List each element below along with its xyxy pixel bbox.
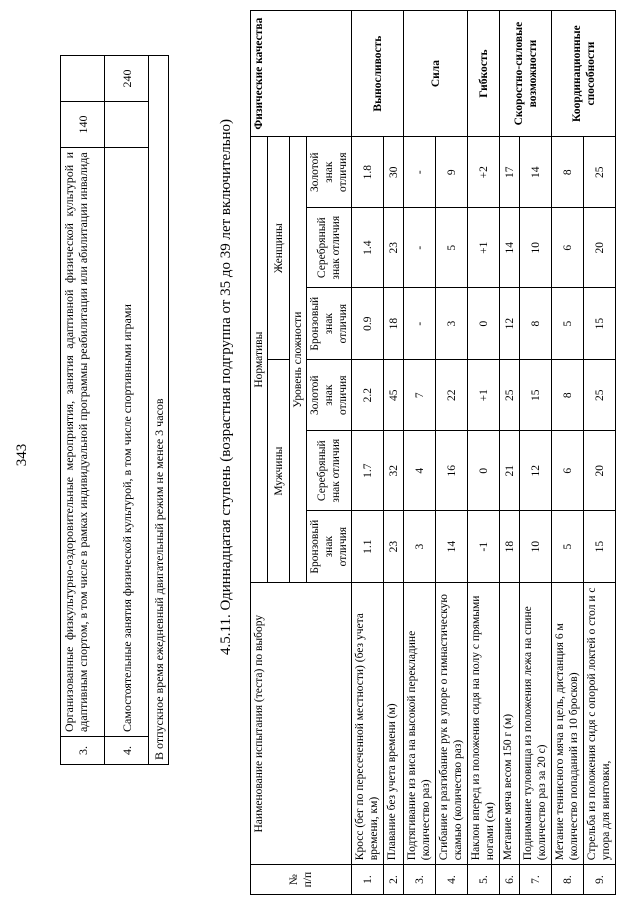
norms-table [250,10,616,895]
women-bronze: 0.9 [352,288,384,360]
women-silver: 10 [520,208,552,288]
women-silver: - [404,208,436,288]
men-silver: 4 [404,431,436,511]
quality-strength: Сила [404,11,468,137]
women-bronze: 12 [500,288,520,360]
women-silver: 6 [552,208,584,288]
men-silver: 6 [552,431,584,511]
men-bronze: 18 [500,511,520,583]
header-norms: Нормативы [251,137,268,583]
row-number: 4. [436,865,468,895]
men-gold: 22 [436,360,468,431]
row-value: 240 [105,56,149,102]
women-bronze: 18 [384,288,404,360]
men-silver: 1.7 [352,431,384,511]
table-row [584,11,616,895]
row-empty-cell [61,56,105,102]
test-name: Наклон вперед из положения сидя на полу с прямыми ногами (см) [468,583,500,865]
test-name: Метание мяча весом 150 г (м) [500,583,520,865]
women-gold: 30 [384,137,404,208]
table-row [105,56,149,765]
table-row [552,11,584,895]
footer-note: В отпускное время ежедневный двигательный режим не менее 3 часов [149,56,169,765]
men-silver: 32 [384,431,404,511]
men-gold: 7 [404,360,436,431]
men-gold: 45 [384,360,404,431]
men-silver: 0 [468,431,500,511]
row-number: 5. [468,865,500,895]
header-qualities: Физические качества [251,11,352,137]
table-row [149,56,169,765]
women-gold: 8 [552,137,584,208]
header-difficulty: Уровень сложности [290,137,307,583]
women-silver: 23 [384,208,404,288]
table-row [352,11,384,895]
row-number: 3. [404,865,436,895]
test-name: Поднимание туловища из положения лежа на спине (количество раз за 20 с) [520,583,552,865]
header-gold: Золотой знак отличия [307,360,352,431]
row-number: 1. [352,865,384,895]
test-name: Кросс (бег по пересеченной местности) (без учета времени, км) [352,583,384,865]
header-gold: Золотой знак отличия [307,137,352,208]
men-bronze: 5 [552,511,584,583]
section-title: 4.5.11. Одиннадцатая ступень (возрастная подгруппа от 35 до 39 лет включительно) [218,118,234,655]
men-bronze: 15 [584,511,616,583]
men-bronze: 3 [404,511,436,583]
header-row [251,11,268,895]
women-bronze: 5 [552,288,584,360]
row-number: 4. [105,737,149,765]
table-row [61,56,105,765]
page-number: 343 [14,443,30,467]
men-bronze: 23 [384,511,404,583]
men-silver: 16 [436,431,468,511]
test-name: Стрельба из положения сидя с опорой локтей о стол и с упора для винтовки, [584,583,616,865]
men-silver: 21 [500,431,520,511]
row-number: 6. [500,865,520,895]
women-bronze: 8 [520,288,552,360]
row-number: 8. [552,865,584,895]
men-gold: +1 [468,360,500,431]
women-gold: +2 [468,137,500,208]
test-name: Метание теннисного мяча в цель, дистанция 6 м (количество попаданий из 10 бросков) [552,583,584,865]
table-row [500,11,520,895]
row-number: 9. [584,865,616,895]
women-gold: 17 [500,137,520,208]
test-name: Сгибание и разгибание рук в упоре о гимнастическую скамью (количество раз) [436,583,468,865]
row-number: 7. [520,865,552,895]
women-silver: +1 [468,208,500,288]
header-women: Женщины [268,137,290,360]
table-row [436,11,468,895]
header-num: № п/п [251,865,352,895]
women-bronze: - [404,288,436,360]
men-bronze: 10 [520,511,552,583]
row-number: 3. [61,737,105,765]
test-name: Плавание без учета времени (м) [384,583,404,865]
men-gold: 25 [584,360,616,431]
women-silver: 5 [436,208,468,288]
header-name: Наименование испытания (теста) по выбору [251,583,352,865]
men-gold: 2.2 [352,360,384,431]
men-bronze: 1.1 [352,511,384,583]
test-name: Подтягивание из виса на высокой перекладине (количество раз) [404,583,436,865]
header-silver: Серебряный знак отличия [307,431,352,511]
men-silver: 20 [584,431,616,511]
quality-flexibility: Гибкость [468,11,500,137]
women-gold: 9 [436,137,468,208]
men-silver: 12 [520,431,552,511]
men-bronze: 14 [436,511,468,583]
activity-table [60,55,169,765]
women-gold: 1.8 [352,137,384,208]
women-gold: - [404,137,436,208]
header-men: Мужчины [268,360,290,583]
table-row [468,11,500,895]
quality-speed-strength: Скоростно-силовые возможности [500,11,552,137]
table-row [404,11,436,895]
quality-endurance: Выносливость [352,11,404,137]
row-empty-cell [105,102,149,148]
header-bronze: Бронзовый знак отличия [307,288,352,360]
men-gold: 15 [520,360,552,431]
women-bronze: 3 [436,288,468,360]
women-bronze: 15 [584,288,616,360]
women-silver: 14 [500,208,520,288]
men-gold: 25 [500,360,520,431]
table-row [384,11,404,895]
row-value: 140 [61,102,105,148]
header-silver: Серебряный знак отличия [307,208,352,288]
women-silver: 1.4 [352,208,384,288]
table-row [520,11,552,895]
row-number: 2. [384,865,404,895]
row-text: Самостоятельные занятия физической культурой, в том числе спортивными играми [105,147,149,736]
women-gold: 14 [520,137,552,208]
men-gold: 8 [552,360,584,431]
row-text: Организованные физкультурно-оздоровительные мероприятия, занятия адаптивной физической культурой и адаптивным спортом, в том числе в рамках индивидуальной программы реабилитации или абилитации инвалида [61,147,105,736]
header-bronze: Бронзовый знак отличия [307,511,352,583]
women-bronze: 0 [468,288,500,360]
quality-coordination: Координационные способности [552,11,616,137]
women-gold: 25 [584,137,616,208]
women-silver: 20 [584,208,616,288]
men-bronze: -1 [468,511,500,583]
